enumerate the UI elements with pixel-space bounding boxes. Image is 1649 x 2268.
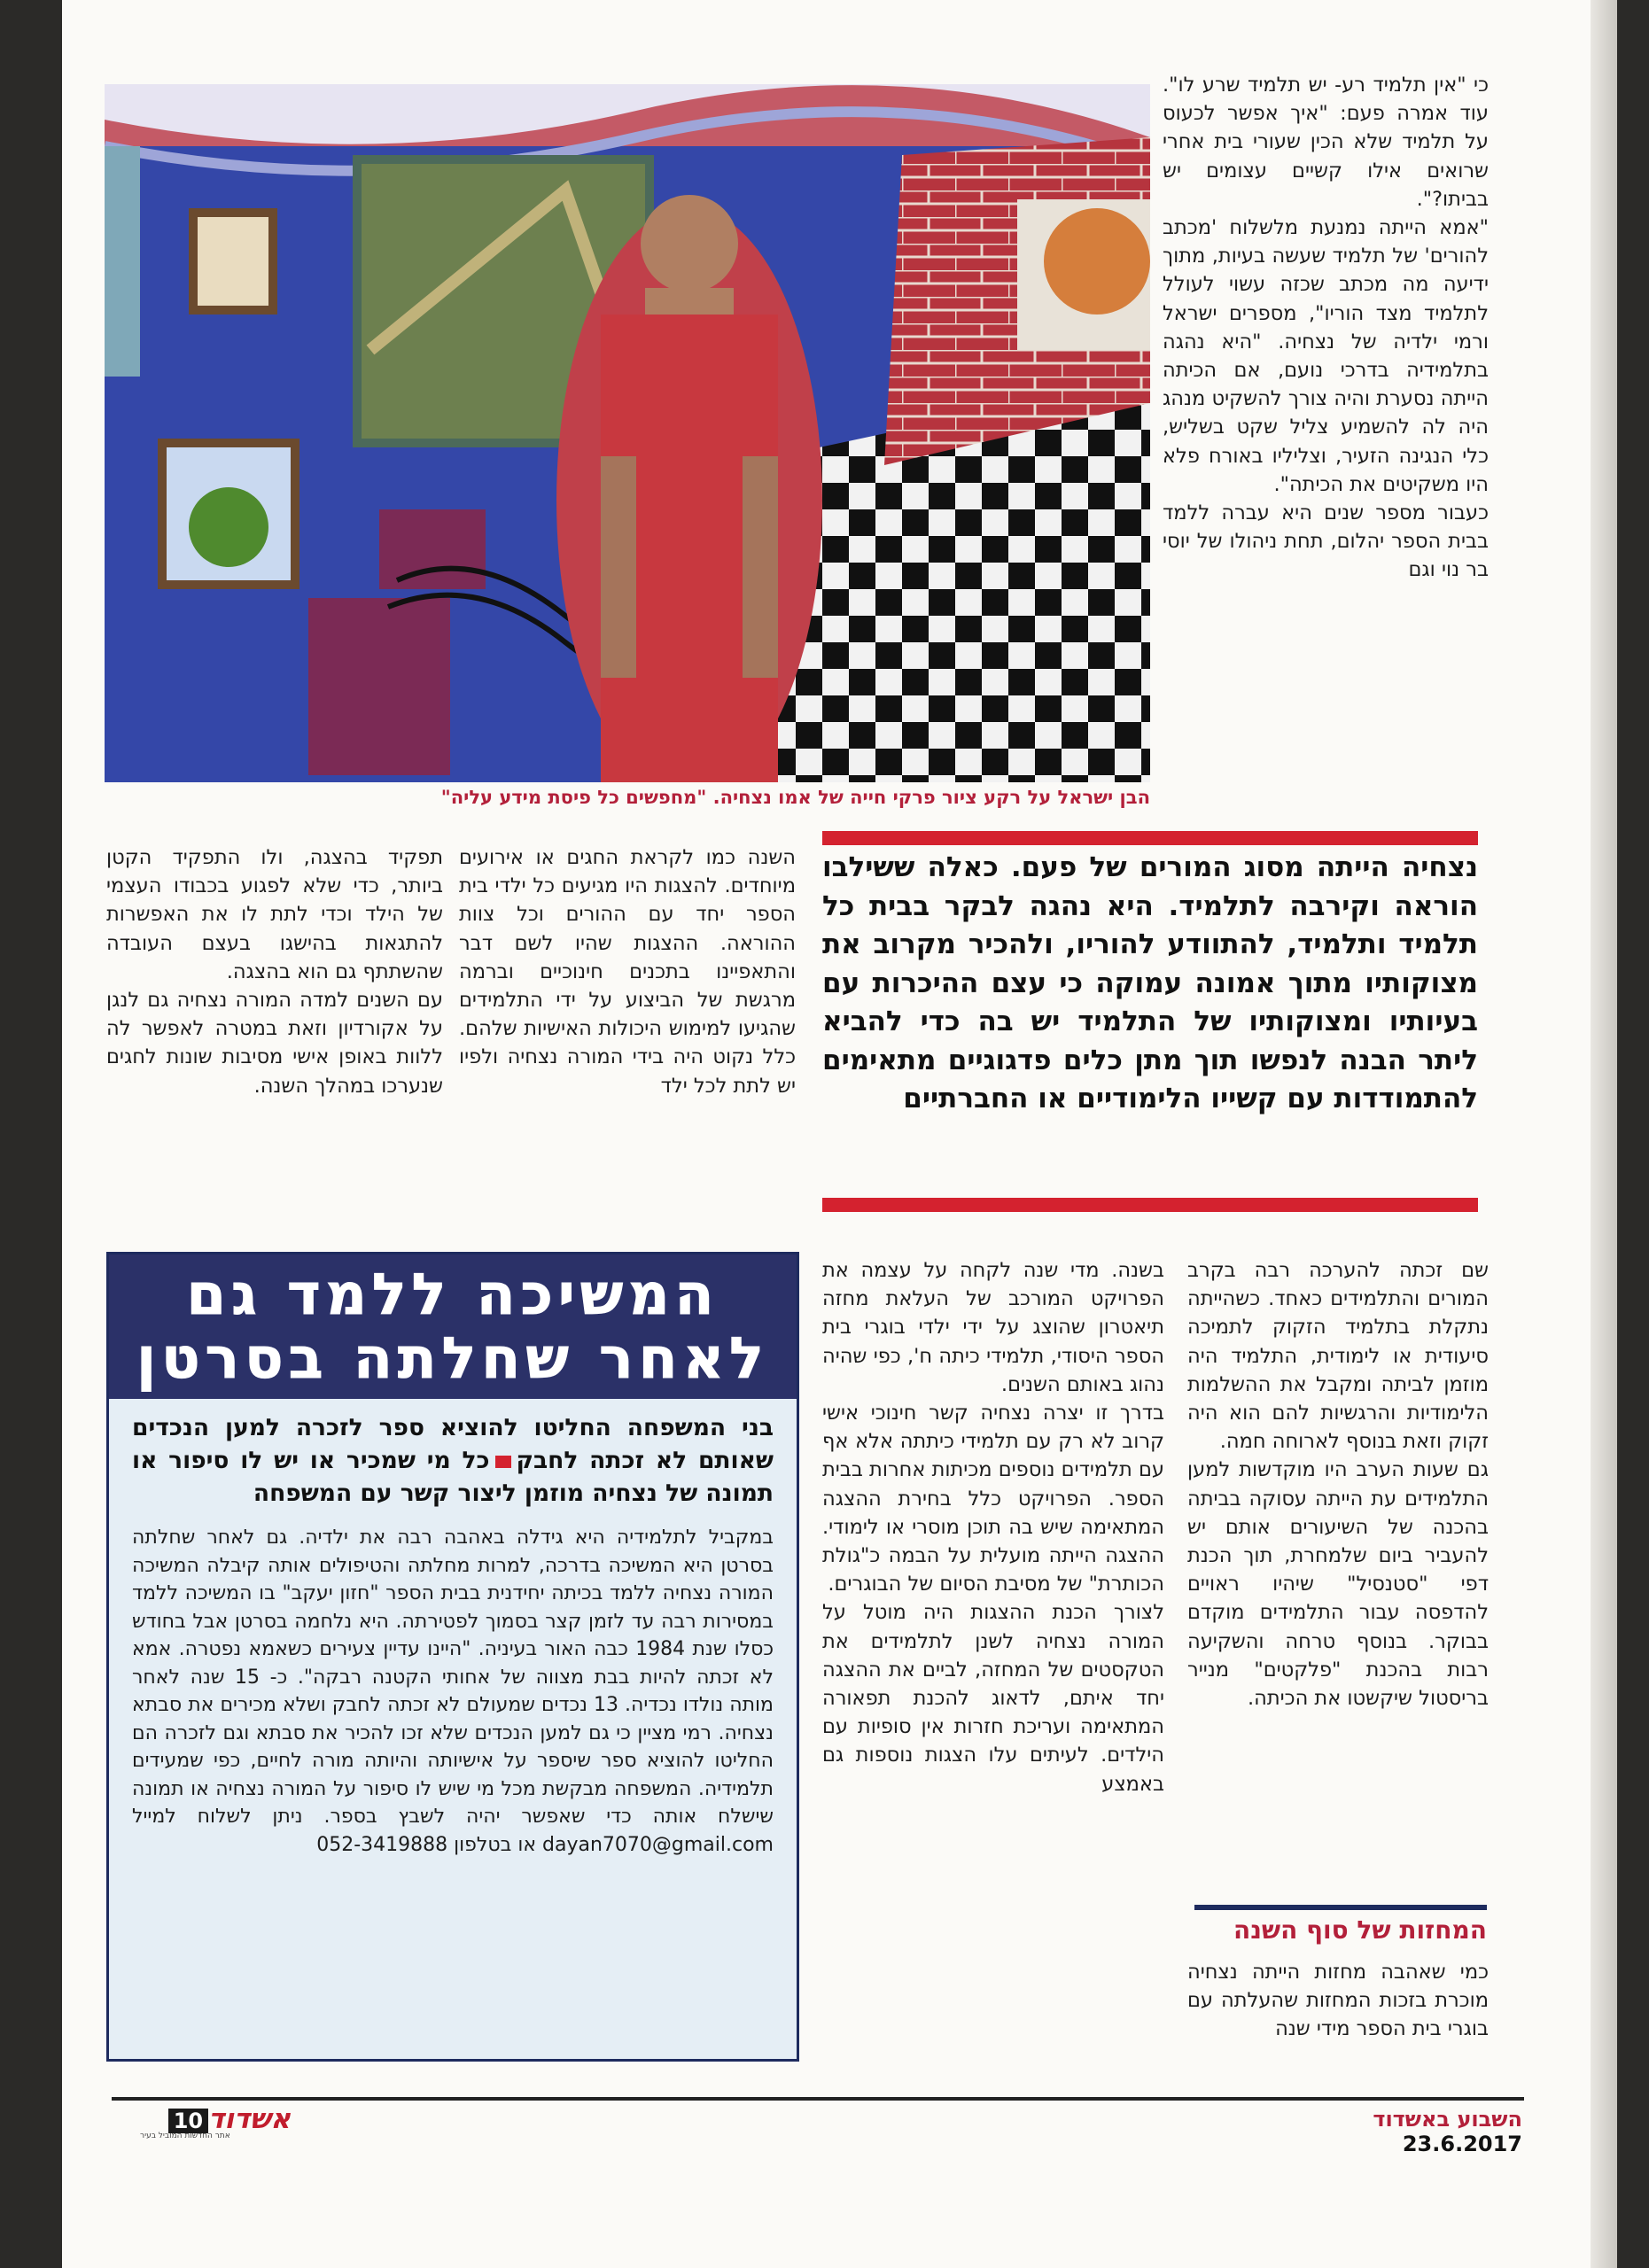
sidebar-box [106, 1252, 799, 2062]
pull-quote: נצחיה הייתה מסוג המורים של פעם. כאלה ששילבו הוראה וקירבה לתלמיד. היא נהגה לבקר בבית כל תלמיד ותלמיד, להתוודע להוריו, ולהכיר מקרוב את מצוקותיו מתוך אמונה עמוקה כי עצם ההיכרות עם בעיותיו ומצוקותיו של התלמיד יש בה כדי להביא ליתר הבנה לנפשו תוך מתן כלים פדגוגיים מתאימים להתמודדות עם קשייו הלימודיים או החברתיים [822, 851, 1478, 1115]
column-mid-center [459, 843, 796, 1216]
paragraph: כעבור מספר שנים היא עברה ללמד בבית הספר יהלום, תחת ניהולו של יוסי בר נוי וגם [1163, 501, 1489, 582]
section-subhead: המחזות של סוף השנה [1194, 1905, 1487, 1949]
box-lead [109, 1399, 797, 1518]
article-photo [105, 84, 1150, 782]
column-top-right [1163, 71, 1489, 815]
footer-date: 23.6.2017 [1402, 2132, 1522, 2156]
column-bottom-center [822, 1256, 1164, 2080]
paragraph: השנה כמו לקראת החגים או אירועים מיוחדים. להצגות היו מגיעים כל ילדי בית הספר יחד עם ההורים וכל צוות ההוראה. ההצגות שהיו לשם דבר והתאפיינו בתכנים חינוכיים וברמה מרגשת של הביצוע על ידי התלמידים שהגיעו למימוש היכולות האישיות שלהם. כלל נקוט היה בידי המורה נצחיה ולפיו יש לתת לכל ילד [459, 846, 796, 1098]
box-lead-part-1: בני המשפחה החליטו להוציא ספר לזכרה למען הנכדים שאותם לא זכתה לחבק [132, 1414, 774, 1474]
box-headline-line-1: המשיכה ללמד גם [186, 1262, 719, 1328]
column-bottom-right-continued [1187, 1958, 1489, 2078]
paragraph: בשנה. מדי שנה לקחה על עצמה את הפרויקט המורכב של העלאת מחזה תיאטרון שהוצג על ידי ילדי בוגרי בית הספר היסודי, תלמידי כיתה ח', כפי שהיה נהוג באותם השנים. [822, 1259, 1164, 1396]
paragraph: לצורך הכנת ההצגות היה מוטל על המורה נצחיה לשנן לתלמידים את הטקסטים של המחזה, לביים את ההצגה יחד איתם, לדאוג להכנת תפאורה המתאימה ועריכת חזרות אין סופיות עם הילדים. לעיתים עלו הצגות נוספות גם באמצע [822, 1601, 1164, 1796]
paragraph: גם שעות הערב היו מוקדשות למען התלמידים עת הייתה עסוקה בביתה בהכנה של השיעורים אותם יש להעביר ביום שלמחרת, תוך הכנת דפי "סטנסיל" שיהיו ראויים להדפסה עבור התלמידים מוקדם בבוקר. בנוסף טרחה והשקיעה רבות בהכנת "פלקטים" מנייר בריסטול שיקשטו את הכיתה. [1187, 1458, 1489, 1711]
footer-logo-name: אשדוד [208, 2103, 291, 2135]
paragraph: תפקיד בהצגה, ולו התפקיד הקטן ביותר, כדי שלא לפגוע בכבודו העצמי של הילד וכדי לתת לו את האפשרות להתגאות בהישגו בעצם העובדה שהשתתף גם הוא בהצגה. [106, 846, 443, 983]
red-square-icon [495, 1456, 511, 1468]
box-headline [109, 1254, 797, 1399]
footer-logo [113, 2103, 291, 2139]
page-edge [1591, 0, 1617, 2268]
paragraph: בדרך זו יצרה נצחיה קשר חינוכי אישי קרוב לא רק עם תלמידי כיתתה אלא אף עם תלמידים נוספים מכיתות אחרות בבית הספר. הפרויקט כלל בחירת ההצגה המתאימה שיש בה תוכן מוסרי או לימודי. ההצגה הייתה מועלית על הבמה כ"גולת הכותרת" של מסיבת הסיום של הבוגרים. [822, 1402, 1164, 1596]
mural-photo-illustration [105, 84, 1150, 782]
box-headline-line-2: לאחר שחלתה בסרטן [136, 1326, 769, 1392]
paragraph: כמי שאהבה מחזות הייתה נצחיה מוכרת בזכות המחזות שהעלתה עם בוגרי בית הספר מידי שנה [1187, 1961, 1489, 2041]
photo-caption: הבן ישראל על רקע ציור פרקי חייה של אמו נצחיה. "מחפשים כל פיסת מידע עליה" [440, 787, 1150, 808]
footer-logo-tagline: אתר החדשות המוביל בעיר [140, 2132, 230, 2140]
column-mid-left [106, 843, 443, 1216]
footer-rule [112, 2097, 1524, 2101]
box-body: במקביל לתלמידיה היא גידלה באהבה רבה את ילדיה. גם לאחר שחלתה בסרטן היא המשיכה בדרכה, למרות מחלתה והטיפולים אותה קיבלה המשיכה המורה נצחיה ללמד בכיתה יחידנית בבית הספר "חזון יעקב" בו המשיכה ללמד במסירות רבה עד לזמן קצר בסמוך לפטירתה. היא נלחמה בסרטן אבל בחודש כסלו שנת 1984 כבה האור בעיניה. "היינו עדיין צעירים כשאמא נפטרה. אמא לא זכתה להיות בבת מצווה של אחותי הקטנה רבקה". כ- 15 שנה לאחר מותה נולדו נכדיה. 13 נכדים שמעולם לא זכתה לחבק ושלא מכירים את סבתא נצחיה. רמי מציין כי גם למען הנכדים שלא זכו להכיר את סבתא וגם לזכרה הם החליטו להוציא ספר שיספר על אישיותה והיותה מורה לחיים, כפי שמעידים תלמידיה. המשפחה מבקשת מכל מי שיש לו סיפור על המורה נצחיה או תמונה שישלח אותה כדי שאפשר יהיה לשבץ בספר. ניתן לשלוח למייל dayan7070@gmail.com או בטלפון 052-3419888 [132, 1526, 774, 1856]
paragraph: שם זכתה להערכה רבה בקרב המורים והתלמידים כאחד. כשהייתה נתקלת בתלמיד הזקוק לתמיכה סיעודית או לימודית, התלמיד היה מוזמן לביתה ומקבל את ההשלמות הלימודיות והרגשיות להם הוא היה זקוק וזאת בנוסף לארוחה חמה. [1187, 1259, 1489, 1454]
pull-quote-top-bar [822, 831, 1478, 845]
footer-date-line [1249, 2107, 1522, 2156]
footer-brand: השבוע באשדוד [1373, 2107, 1522, 2132]
paragraph: כי "אין תלמיד רע- יש תלמיד שרע לו". עוד אמרה פעם: "איך אפשר לכעוס על תלמיד שלא הכין שעורי בית אחרי שרואים אילו קשיים עצומים יש בביתו?". [1163, 74, 1489, 211]
column-bottom-right [1187, 1256, 1489, 1899]
paragraph: "אמא הייתה נמנעת מלשלוח 'מכתב להורים' של תלמיד שעשה בעיות, מתוך ידיעה מה מכתב שכזה עשוי לעולל לתלמיד מצד הוריו", מספרים ישראל ורמי ילדיה של נצחיה. "היא נהגה בתלמידיה בדרכי נועם, אם הכיתה הייתה נסערת והיה צורך להשקיט מנהג היה לה להשמיע צליל שקט בשליש, כלי הנגינה הזעיר, וצליליו באורח פלא היו משקיטים את הכיתה". [1163, 216, 1489, 496]
page-number: 10 [168, 2109, 208, 2133]
box-lead-part-2: כל מי שמכיר או יש לו סיפור או תמונה של נצחיה מוזמן ליצור קשר עם המשפחה [132, 1447, 774, 1507]
paragraph: עם השנים למדה המורה נצחיה גם לנגן על אקורדיון וזאת במטרה לאפשר לה ללוות באופן אישי מסיבות שונות לחגים שנערכו במהלך השנה. [106, 989, 443, 1098]
